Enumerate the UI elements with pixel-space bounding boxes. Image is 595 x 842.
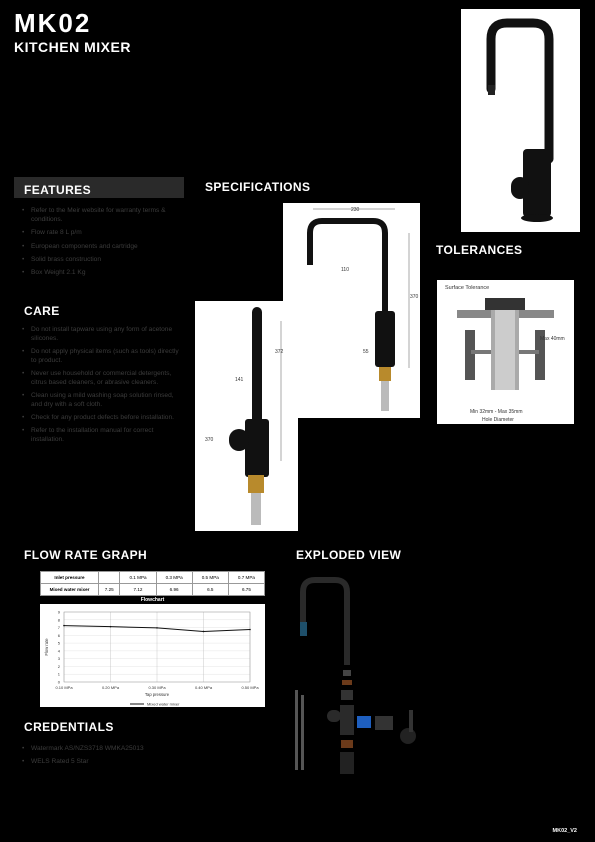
exploded-view-heading: EXPLODED VIEW — [296, 548, 402, 562]
care-item: • Do not install tapware using any form of acetone silicones. — [22, 325, 182, 343]
data-point — [110, 626, 112, 628]
x-tick-label: 0.30 MPa — [148, 685, 166, 690]
credentials-heading: CREDENTIALS — [24, 720, 114, 734]
flow-rate-graph-heading: FLOW RATE GRAPH — [24, 548, 148, 562]
dim-side-height: 372 — [275, 349, 284, 355]
flow-rate-panel — [40, 571, 265, 707]
care-heading: CARE — [24, 304, 60, 318]
feature-item: • Solid brass construction — [22, 255, 182, 264]
dim-body-height: 370 — [410, 294, 419, 300]
tolerances-diagram — [437, 280, 574, 424]
hero-product-image — [461, 9, 580, 232]
dim-base-height: 55 — [363, 349, 369, 355]
flow-table-cell: 0.1 MPa — [120, 572, 156, 584]
flow-table-cell: 6.75 — [228, 584, 264, 596]
x-tick-label: 0.40 MPa — [194, 685, 213, 690]
flow-table-cell — [99, 572, 120, 584]
tolerances-heading: TOLERANCES — [436, 243, 523, 257]
y-tick-label: 8 — [57, 617, 60, 623]
care-item: • Clean using a mild washing soap solution rinsed, and dry with a soft cloth. — [22, 391, 182, 409]
flow-table-cell: 0.7 MPa — [228, 572, 264, 584]
product-subtitle: KITCHEN MIXER — [14, 39, 131, 55]
x-tick-label: 0.20 MPa — [101, 685, 120, 690]
y-tick-label: 6 — [57, 632, 60, 638]
feature-item: • Refer to the Meir website for warranty terms & conditions. — [22, 206, 182, 224]
y-tick-label: 5 — [57, 640, 60, 646]
features-heading-bar — [14, 177, 184, 198]
spec-drawing-side — [195, 301, 298, 531]
y-tick-label: 9 — [57, 609, 60, 615]
y-tick-label: 3 — [57, 656, 60, 662]
specifications-heading: SPECIFICATIONS — [205, 180, 311, 194]
y-tick-label: 1 — [57, 671, 60, 677]
y-tick-label: 0 — [57, 679, 60, 685]
y-tick-label: 7 — [57, 625, 60, 631]
care-item: • Do not apply physical items (such as tools) directly to product. — [22, 347, 182, 365]
credential-item: • WELS Rated 5 Star — [22, 757, 212, 766]
credential-item: • Watermark AS/NZS3718 WMKA25013 — [22, 744, 212, 753]
care-item: • Check for any product defects before installation. — [22, 413, 182, 422]
feature-item: • Flow rate 8 L p/m — [22, 228, 182, 237]
dim-inlet-length: 370 — [205, 437, 214, 443]
tolerance-max-label: Max 40mm — [540, 336, 565, 342]
flow-table-cell: 7.12 — [120, 584, 156, 596]
x-tick-label: 0.10 MPa — [55, 685, 73, 690]
features-heading: FEATURES — [24, 183, 91, 197]
data-point — [249, 629, 251, 631]
spec-drawing-front — [283, 203, 420, 418]
kitchen-mixer-illustration — [461, 9, 580, 232]
flow-table — [40, 571, 265, 596]
flow-table-label: Inlet pressure — [41, 572, 99, 584]
care-item: • Refer to the installation manual for correct installation. — [22, 426, 182, 444]
flow-table-cell: 6.5 — [192, 584, 228, 596]
product-model: MK02 — [14, 8, 92, 38]
flow-table-cell: 6.96 — [156, 584, 192, 596]
dim-spout-height: 110 — [341, 267, 349, 273]
feature-item: • Box Weight 2.1 Kg — [22, 268, 182, 277]
flow-rate-chart — [40, 604, 265, 708]
exploded-view-illustration — [285, 570, 425, 780]
features-list — [22, 206, 182, 281]
flowchart-caption: Flowchart — [40, 596, 265, 604]
feature-item: • European components and cartridge — [22, 242, 182, 251]
legend-label: Mixed water mixer — [147, 701, 180, 707]
y-tick-label: 2 — [57, 663, 60, 669]
document-code: MK02_V2 — [552, 828, 577, 834]
data-point — [156, 627, 158, 629]
flow-table-label: Mixed water mixer — [41, 584, 99, 596]
x-axis-label: Tap pressure — [144, 692, 170, 697]
tolerance-hole-label: Min 32mm - Max 35mm — [470, 409, 523, 415]
credentials-list — [22, 744, 212, 770]
data-point — [203, 631, 205, 633]
flow-table-cell: 0.3 MPa — [156, 572, 192, 584]
care-item: • Never use household or commercial detergents, citrus based cleaners, or abrasive cleaners. — [22, 369, 182, 387]
y-tick-label: 4 — [57, 648, 60, 654]
tolerance-title: Surface Tolerance — [445, 285, 490, 291]
tolerance-hole-caption: Hole Diameter — [482, 417, 514, 423]
dim-top-width: 230 — [351, 207, 360, 213]
data-point — [63, 625, 65, 627]
care-list — [22, 325, 182, 448]
y-axis-label: Flow rate — [44, 638, 49, 656]
flow-table-cell: 7.25 — [99, 584, 120, 596]
x-tick-label: 0.50 MPa — [241, 685, 259, 690]
dim-side-width: 141 — [235, 377, 244, 383]
flow-table-cell: 0.5 MPa — [192, 572, 228, 584]
